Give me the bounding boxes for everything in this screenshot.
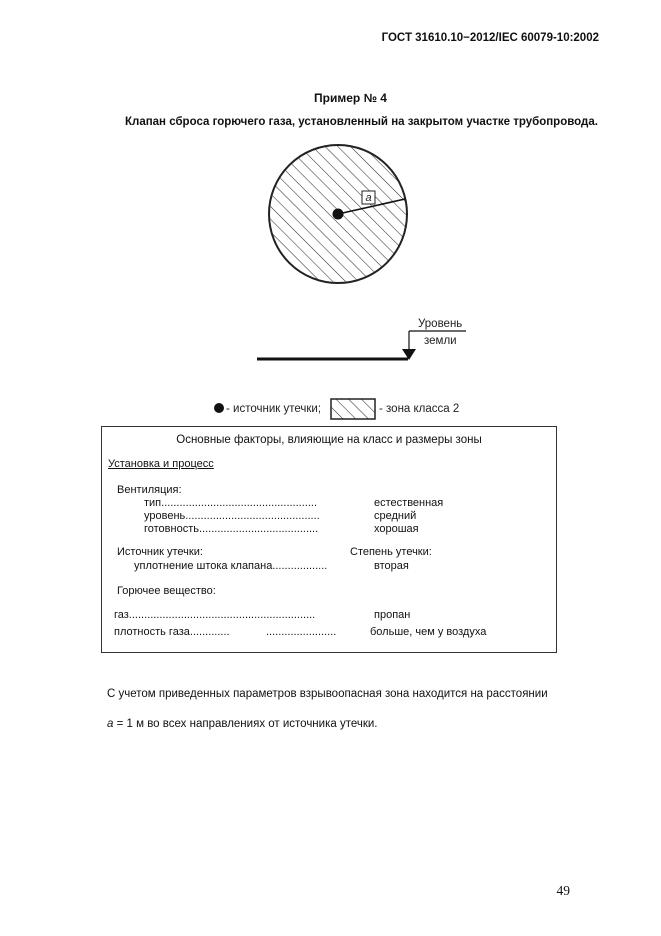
density-value: больше, чем у воздуха bbox=[370, 626, 487, 638]
substance-title: Горючее вещество: bbox=[117, 585, 216, 597]
distance-variable: a bbox=[107, 718, 114, 730]
vent-ready-label: готовность....................................... bbox=[144, 523, 319, 535]
table-heading: Основные факторы, влияющие на класс и размеры зоны bbox=[176, 434, 482, 446]
degree-title: Степень утечки: bbox=[350, 546, 432, 558]
vent-ready-value: хорошая bbox=[374, 523, 419, 535]
vent-level-value: средний bbox=[374, 510, 417, 522]
ventilation-title: Вентиляция: bbox=[117, 484, 182, 496]
leak-source-dot bbox=[333, 209, 344, 220]
conclusion-line-1: С учетом приведенных параметров взрывоопасная зона находится на расстоянии bbox=[107, 688, 548, 700]
density-label: плотность газа............. bbox=[114, 626, 230, 638]
section-title: Установка и процесс bbox=[108, 458, 214, 470]
vent-level-label: уровень............................................ bbox=[144, 510, 320, 522]
legend-zone-label: - зона класса 2 bbox=[379, 403, 460, 415]
source-item: уплотнение штока клапана.................. bbox=[134, 560, 328, 572]
vent-type-label: тип................................................... bbox=[144, 497, 318, 509]
legend-source-label: - источник утечки; bbox=[226, 403, 322, 415]
legend-source-dot bbox=[214, 403, 224, 413]
conclusion-line-2-text: = 1 м во всех направлениях от источника утечки. bbox=[113, 718, 378, 730]
example-subtitle: Клапан сброса горючего газа, установленный на закрытом участке трубопровода. bbox=[125, 116, 598, 128]
gas-label: газ............................................................. bbox=[114, 609, 316, 621]
example-title: Пример № 4 bbox=[314, 91, 387, 105]
density-dots: ....................... bbox=[266, 626, 337, 638]
page-number: 49 bbox=[556, 883, 570, 898]
ground-label-line2: земли bbox=[424, 335, 457, 347]
gas-value: пропан bbox=[374, 609, 411, 621]
legend-zone-swatch bbox=[331, 399, 375, 419]
source-title: Источник утечки: bbox=[117, 546, 203, 558]
radius-label: a bbox=[365, 192, 372, 204]
vent-type-value: естественная bbox=[374, 497, 444, 509]
conclusion-line-2 bbox=[107, 718, 378, 730]
factors-table bbox=[101, 426, 557, 653]
degree-value: вторая bbox=[374, 560, 409, 572]
ground-label-line1: Уровень bbox=[418, 318, 463, 330]
standard-id: ГОСТ 31610.10−2012/IEC 60079-10:2002 bbox=[381, 32, 599, 44]
